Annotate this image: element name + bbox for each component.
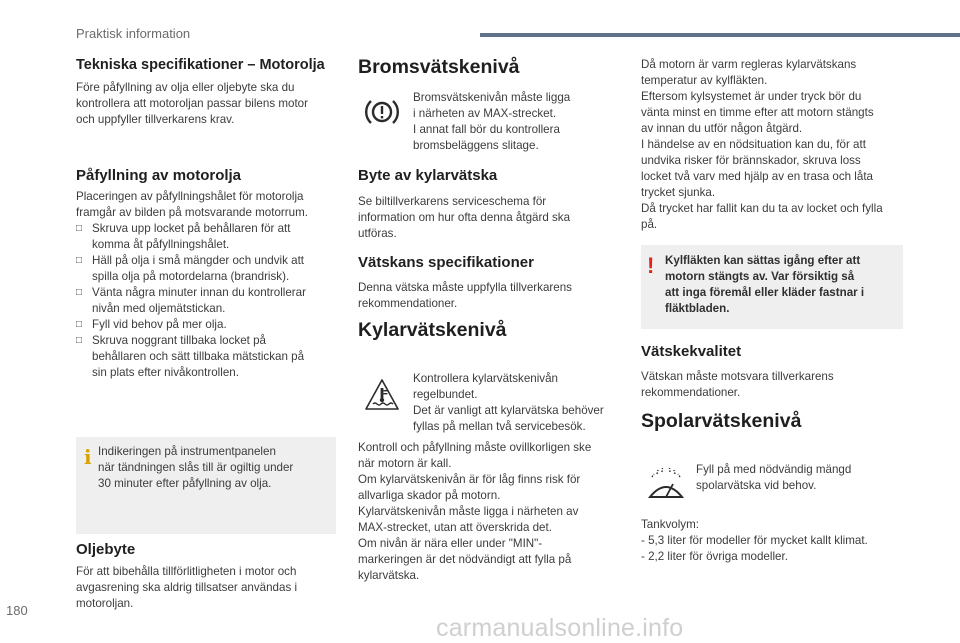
page-number: 180 bbox=[6, 603, 28, 618]
tank-label: Tankvolym: bbox=[641, 518, 699, 531]
washer-fluid-icon bbox=[647, 467, 685, 508]
list-item: □ Skruva noggrant tillbaka locket på behållaren och sätt tillbaka mätstickan på sin plats efter nivåkontrollen. bbox=[76, 334, 305, 379]
brake-text: Bromsvätskenivån måste ligga i närheten av MAX-strecket. I annat fall bör du kontrollera bromsbeläggens slitage. bbox=[413, 91, 571, 152]
brake-heading: Bromsvätskenivå bbox=[358, 56, 520, 78]
change-fluid-text: Se biltillverkarens serviceschema för information om hur ofta denna åtgärd ska utföras. bbox=[358, 195, 571, 240]
bullet-icon: □ bbox=[76, 287, 83, 298]
oil-change-text: För att bibehålla tillförlitligheten i motor och avgasrening ska aldrig tillsatser användas i motoroljan. bbox=[76, 565, 298, 610]
oil-specs-heading: Tekniska specifikationer – Motorolja bbox=[76, 57, 325, 73]
washer-heading: Spolarvätskenivå bbox=[641, 410, 802, 432]
warning-box bbox=[641, 245, 903, 329]
bullet-icon: □ bbox=[76, 319, 83, 330]
header-title: Praktisk information bbox=[76, 26, 191, 41]
list-item: □ Skruva upp locket på behållaren för att komma åt påfyllningshålet. bbox=[76, 222, 291, 251]
fluid-specs-text: Denna vätska måste uppfylla tillverkarens rekommendationer. bbox=[358, 281, 572, 310]
change-fluid-heading: Byte av kylarvätska bbox=[358, 167, 498, 184]
coolant-text: Kontroll och påfyllning måste ovillkorligen ske när motorn är kall. Om kylarvätskenivån är för låg finns risk för allvarliga skador på motorn. Kylarvätskenivån måste ligga i närheten av MAX-strecket, utan att överskrida det. Om nivån är nära eller under "MIN"- markeringen är det nödvändigt att fylla på kylarvätska. bbox=[358, 441, 592, 582]
fluid-quality-heading: Vätskekvalitet bbox=[641, 343, 742, 360]
oil-fill-text: Placeringen av påfyllningshålet för motorolja framgår av bilden på motsvarande motorrum. □ Skruva upp locket på behållaren för att komma åt påfyllningshålet. □ Häll på olja i små mängder och undvik att spilla olja på motordelarna (brandrisk). □ Vänta några minuter innan du kontrollerar nivån med oljemätstickan. □ Fyll vid behov på mer olja. □ Skruva noggrant tillbaka locket på behållaren och sätt tillbaka mätstickan på sin plats efter nivåkontrollen. bbox=[76, 189, 338, 381]
brake-warning-icon bbox=[364, 96, 400, 133]
fluid-specs-heading: Vätskans specifikationer bbox=[358, 254, 534, 271]
warning-icon: ! bbox=[647, 253, 655, 278]
coolant-icon-text: Kontrollera kylarvätskenivån regelbundet. Det är vanligt att kylarvätska behöver fyllas på mellan två servicebesök. bbox=[413, 372, 604, 433]
tank-volume-text bbox=[641, 517, 907, 565]
list-item: - 5,3 liter för modeller för mycket kallt klimat. bbox=[641, 534, 868, 547]
info-icon: i bbox=[84, 445, 92, 469]
fluid-quality-text: Vätskan måste motsvara tillverkarens rekommendationer. bbox=[641, 370, 834, 399]
oil-fill-heading: Påfyllning av motorolja bbox=[76, 167, 242, 184]
coolant-warning-icon bbox=[364, 378, 400, 417]
coolant-heading: Kylarvätskenivå bbox=[358, 319, 507, 341]
hot-engine-text: Då motorn är varm regleras kylarvätskans temperatur av kylfläkten. Eftersom kylsystemet är under tryck bör du vänta minst en timme efter att motorn stängts av innan du utför någon åtgärd. I händelse av en nödsituation kan du, för att undvika risker för brännskador, skruva loss locket två varv med hjälp av en trasa och låta trycket sjunka. Då trycket har fallit kan du ta av locket och fylla på. bbox=[641, 58, 883, 231]
header-bar bbox=[480, 33, 960, 37]
info-box-text: Indikeringen på instrumentpanelen när tändningen slås till är ogiltig under 30 minuter efter påfyllning av olja. bbox=[98, 445, 294, 490]
bullet-icon: □ bbox=[76, 335, 83, 346]
list-item: □ Vänta några minuter innan du kontrollerar nivån med oljemätstickan. bbox=[76, 286, 306, 315]
washer-icon-text: Fyll på med nödvändig mängd spolarvätska vid behov. bbox=[696, 463, 852, 492]
info-box bbox=[76, 437, 336, 534]
bullet-icon: □ bbox=[76, 255, 83, 266]
oil-specs-text: Före påfyllning av olja eller oljebyte ska du kontrollera att motoroljan passar bilens motor och uppfyller tillverkarens krav. bbox=[76, 81, 308, 126]
warning-box-text: Kylfläkten kan sättas igång efter att motorn stängts av. Var försiktig så att inga föremål eller kläder fastnar i fläktbladen. bbox=[665, 254, 865, 315]
list-item: □ Häll på olja i små mängder och undvik att spilla olja på motordelarna (brandrisk). bbox=[76, 254, 305, 283]
bullet-icon: □ bbox=[76, 223, 83, 234]
watermark: carmanualsonline.info bbox=[436, 614, 684, 642]
list-item: - 2,2 liter för övriga modeller. bbox=[641, 550, 788, 563]
list-item: □ Fyll vid behov på mer olja. bbox=[76, 318, 227, 331]
oil-change-heading: Oljebyte bbox=[76, 541, 136, 558]
